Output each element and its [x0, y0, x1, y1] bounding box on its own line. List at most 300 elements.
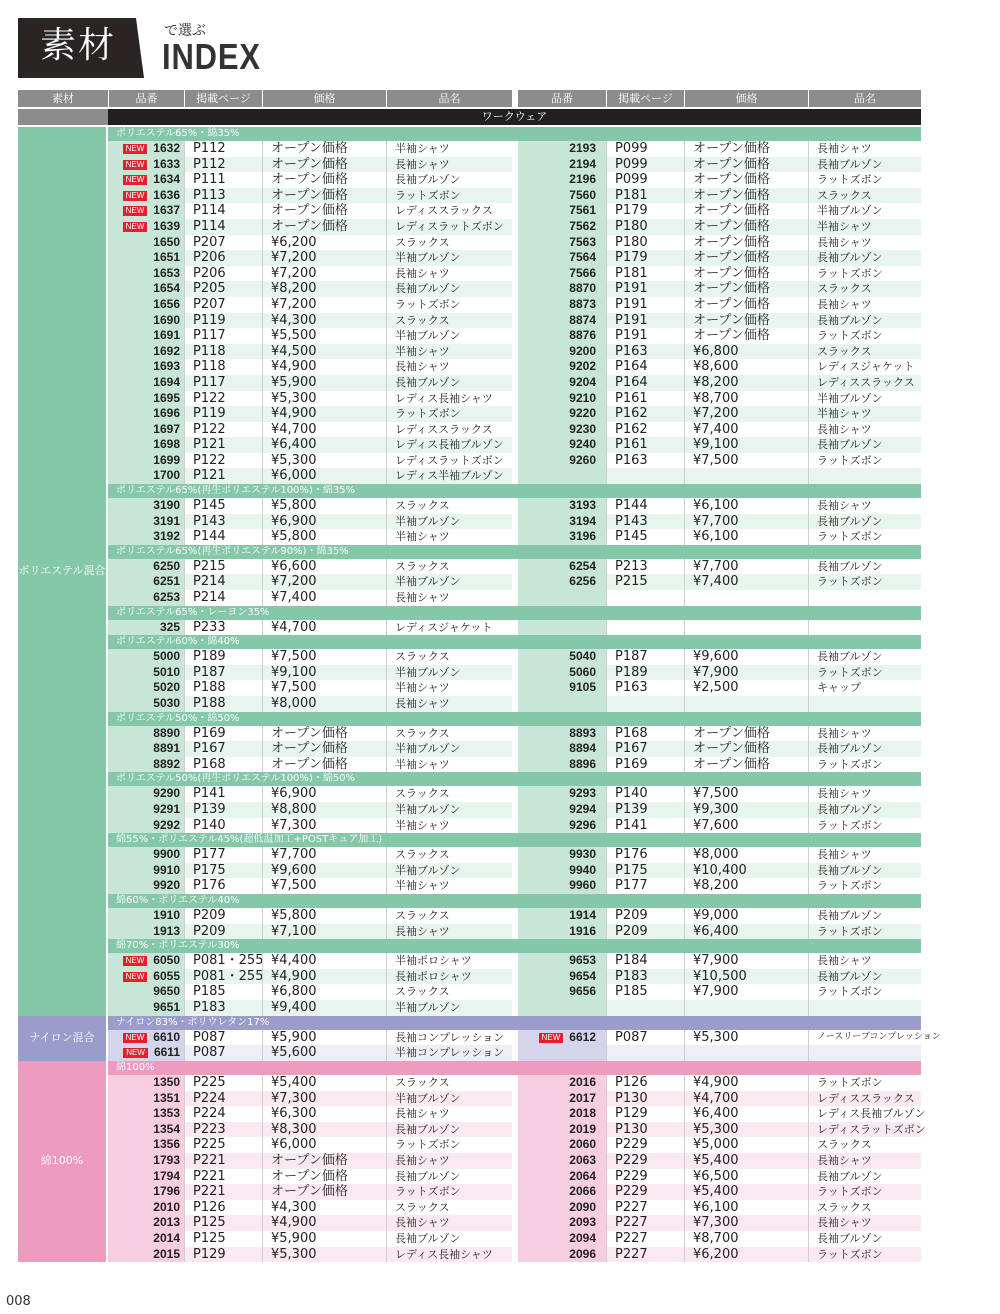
item-page: P179 — [606, 203, 684, 219]
item-number — [108, 1169, 184, 1185]
col-page: 掲載ページ — [184, 90, 262, 107]
item-price: ¥4,900 — [262, 359, 386, 375]
item-price: ¥7,300 — [684, 1215, 808, 1231]
item-price: ¥5,900 — [262, 1030, 386, 1046]
item-page: P099 — [606, 172, 684, 188]
item-number-text: 3194 — [569, 513, 596, 528]
item-price: ¥8,300 — [262, 1122, 386, 1138]
item-price: ¥5,900 — [262, 1231, 386, 1247]
item-page: P187 — [606, 649, 684, 665]
item-number-text: 1692 — [153, 343, 180, 358]
item-number — [108, 1200, 184, 1216]
item-number-text: 6253 — [153, 590, 180, 605]
item-number — [518, 328, 606, 344]
subgroup-heading: ポリエステル50%・綿50% — [108, 712, 921, 726]
item-name: 長袖シャツ — [386, 157, 512, 173]
item-number — [108, 665, 184, 681]
item-price: ¥7,500 — [684, 786, 808, 802]
item-name: 長袖ブルゾン — [808, 863, 921, 879]
item-name: スラックス — [808, 1200, 921, 1216]
item-price: ¥7,200 — [262, 250, 386, 266]
col-name: 品名 — [386, 90, 512, 107]
item-number-text: 6256 — [569, 574, 596, 589]
item-page: P087 — [184, 1030, 262, 1046]
item-page: P207 — [184, 235, 262, 251]
item-price: ¥8,700 — [684, 391, 808, 407]
item-page: P229 — [606, 1137, 684, 1153]
item-number — [108, 157, 184, 173]
item-number — [518, 1231, 606, 1247]
item-number — [108, 1000, 184, 1016]
table-row — [108, 590, 921, 606]
item-name: 長袖シャツ — [386, 924, 512, 940]
item-number-text: 3192 — [153, 529, 180, 544]
item-name: 半袖ブルゾン — [386, 741, 512, 757]
item-number-text: 9260 — [569, 452, 596, 467]
item-page: P191 — [606, 328, 684, 344]
item-price: オープン価格 — [262, 157, 386, 173]
item-name: スラックス — [386, 786, 512, 802]
item-number-text: 1636 — [153, 187, 180, 202]
item-name: 長袖シャツ — [808, 422, 921, 438]
item-price: ¥4,300 — [262, 1200, 386, 1216]
table-row — [108, 863, 921, 879]
item-number — [518, 250, 606, 266]
item-name: 長袖ポロシャツ — [386, 969, 512, 985]
item-number-text: 1914 — [569, 907, 596, 922]
item-name: 長袖ブルゾン — [386, 281, 512, 297]
table-row — [108, 741, 921, 757]
empty-cell — [606, 468, 684, 484]
item-number-text: 1350 — [153, 1074, 180, 1089]
item-number — [108, 847, 184, 863]
item-number-text: 1650 — [153, 234, 180, 249]
col-material: 素材 — [18, 90, 108, 107]
table-row — [108, 969, 921, 985]
item-price: ¥5,500 — [262, 328, 386, 344]
item-page: P227 — [606, 1231, 684, 1247]
item-page: P126 — [606, 1075, 684, 1091]
item-page: P081・255 — [184, 953, 262, 969]
item-price: ¥6,200 — [262, 235, 386, 251]
item-number-text: 9240 — [569, 437, 596, 452]
table-row — [108, 620, 921, 636]
item-price: ¥9,000 — [684, 908, 808, 924]
item-page: P224 — [184, 1106, 262, 1122]
item-name: 長袖シャツ — [808, 235, 921, 251]
subgroup-heading: 綿55%・ポリエステル45%(超低温加工+POSTキュア加工) — [108, 833, 921, 847]
item-name: ラットズボン — [808, 878, 921, 894]
item-name: スラックス — [386, 908, 512, 924]
subgroup-heading: ポリエステル65%(再生ポリエステル90%)・綿35% — [108, 545, 921, 559]
item-name: ラットズボン — [808, 924, 921, 940]
item-price: ¥5,400 — [262, 1075, 386, 1091]
item-number-text: 5030 — [153, 696, 180, 710]
item-number — [518, 422, 606, 438]
item-page: P227 — [606, 1247, 684, 1263]
item-number-text: 9230 — [569, 421, 596, 436]
item-number-text: 9653 — [569, 953, 596, 968]
item-page: P181 — [606, 266, 684, 282]
item-number-text: 5060 — [569, 664, 596, 679]
item-price: ¥8,000 — [684, 847, 808, 863]
item-number-text: 1697 — [153, 421, 180, 436]
item-number — [108, 1231, 184, 1247]
item-page: P207 — [184, 297, 262, 313]
item-name: 長袖ブルゾン — [808, 1169, 921, 1185]
item-number-text: 9654 — [569, 968, 596, 983]
item-number — [108, 1045, 184, 1061]
item-price: オープン価格 — [684, 313, 808, 329]
item-number — [518, 281, 606, 297]
item-number — [108, 984, 184, 1000]
item-number-text: 2015 — [153, 1246, 180, 1261]
item-name: ラットズボン — [808, 529, 921, 545]
item-page: P144 — [184, 529, 262, 545]
item-price: ¥5,800 — [262, 908, 386, 924]
item-name: 半袖シャツ — [386, 680, 512, 696]
item-page: P121 — [184, 437, 262, 453]
row-right-shade — [518, 696, 606, 712]
item-number — [518, 297, 606, 313]
item-price: オープン価格 — [262, 172, 386, 188]
item-price: オープン価格 — [684, 250, 808, 266]
item-name: 長袖ブルゾン — [386, 375, 512, 391]
item-name: 長袖ブルゾン — [808, 157, 921, 173]
item-page: P176 — [184, 878, 262, 894]
item-page: P119 — [184, 313, 262, 329]
table-row — [108, 406, 921, 422]
item-name: ラットズボン — [808, 574, 921, 590]
item-price: ¥4,700 — [684, 1091, 808, 1107]
item-page: P205 — [184, 281, 262, 297]
page-header — [18, 18, 318, 80]
table-row — [108, 1000, 921, 1016]
item-name: 長袖シャツ — [808, 1153, 921, 1169]
item-page: P188 — [184, 696, 262, 712]
item-number-text: 1354 — [153, 1121, 180, 1136]
item-price: ¥5,800 — [262, 529, 386, 545]
item-page: P227 — [606, 1215, 684, 1231]
item-price: ¥6,100 — [684, 1200, 808, 1216]
item-page: P112 — [184, 141, 262, 157]
empty-cell — [606, 1045, 684, 1061]
item-name: スラックス — [386, 498, 512, 514]
item-price: オープン価格 — [262, 219, 386, 235]
item-number — [108, 969, 184, 985]
item-number-text: 1651 — [153, 250, 180, 265]
item-number — [518, 1137, 606, 1153]
item-number — [518, 1091, 606, 1107]
item-price: ¥8,600 — [684, 359, 808, 375]
item-price: ¥7,400 — [684, 422, 808, 438]
item-price: オープン価格 — [262, 203, 386, 219]
item-number — [518, 344, 606, 360]
item-name: スラックス — [386, 847, 512, 863]
item-page: P229 — [606, 1169, 684, 1185]
item-name: レディススラックス — [808, 375, 921, 391]
item-name: スラックス — [808, 344, 921, 360]
item-price: オープン価格 — [684, 328, 808, 344]
item-price: ¥2,500 — [684, 680, 808, 696]
item-number-text: 1351 — [153, 1090, 180, 1105]
item-number — [518, 266, 606, 282]
item-page: P206 — [184, 266, 262, 282]
item-page: P122 — [184, 391, 262, 407]
item-price: ¥4,900 — [262, 1215, 386, 1231]
item-number-text: 9202 — [569, 359, 596, 374]
item-number — [518, 514, 606, 530]
item-page: P185 — [606, 984, 684, 1000]
item-page: P183 — [606, 969, 684, 985]
header-index: INDEX — [162, 36, 261, 77]
item-page: P145 — [606, 529, 684, 545]
item-number — [108, 574, 184, 590]
item-number-text: 7566 — [569, 265, 596, 280]
material-section — [18, 1016, 941, 1061]
item-price: ¥7,200 — [262, 297, 386, 313]
item-price: オープン価格 — [684, 235, 808, 251]
item-page: P209 — [184, 908, 262, 924]
table-row — [108, 1215, 921, 1231]
item-number-text: 5020 — [153, 680, 180, 695]
item-page: P176 — [606, 847, 684, 863]
subgroup-heading: ナイロン83%・ポリウレタン17% — [108, 1016, 921, 1030]
item-name: ラットズボン — [808, 757, 921, 773]
empty-cell — [684, 1045, 808, 1061]
item-name: 半袖シャツ — [808, 219, 921, 235]
item-page: P161 — [606, 391, 684, 407]
item-name: 半袖シャツ — [386, 141, 512, 157]
item-page: P169 — [184, 726, 262, 742]
item-number-text: 9290 — [153, 786, 180, 801]
item-number — [108, 498, 184, 514]
item-number-text: 8892 — [153, 756, 180, 771]
item-page: P164 — [606, 359, 684, 375]
item-page: P122 — [184, 422, 262, 438]
item-number-text: 9910 — [153, 862, 180, 877]
item-number-text: 6055 — [153, 968, 180, 983]
item-number — [108, 406, 184, 422]
item-name: ラットズボン — [808, 984, 921, 1000]
item-name: 長袖ブルゾン — [808, 313, 921, 329]
item-number — [108, 953, 184, 969]
item-price: ¥7,300 — [262, 818, 386, 834]
item-number — [108, 741, 184, 757]
item-name: 長袖シャツ — [808, 498, 921, 514]
item-name: スラックス — [808, 1137, 921, 1153]
item-number-text: 1691 — [153, 328, 180, 343]
item-price: ¥8,700 — [684, 1231, 808, 1247]
empty-cell — [606, 620, 684, 636]
item-number — [518, 1215, 606, 1231]
item-number-text: 2060 — [569, 1137, 596, 1152]
item-page: P161 — [606, 437, 684, 453]
item-page: P112 — [184, 157, 262, 173]
item-price: ¥7,300 — [262, 1091, 386, 1107]
item-number-text: 9210 — [569, 390, 596, 405]
item-name: 長袖シャツ — [808, 953, 921, 969]
table-row — [108, 1231, 921, 1247]
table-row — [108, 453, 921, 469]
item-number — [518, 1122, 606, 1138]
item-name: 長袖ブルゾン — [808, 514, 921, 530]
item-page: P163 — [606, 344, 684, 360]
item-name: 長袖シャツ — [808, 141, 921, 157]
item-number — [108, 422, 184, 438]
table-row — [108, 696, 921, 712]
item-price: オープン価格 — [684, 266, 808, 282]
table-row — [108, 1106, 926, 1122]
item-page: P177 — [184, 847, 262, 863]
table-row — [108, 574, 921, 590]
empty-cell — [808, 468, 921, 484]
item-price: ¥6,400 — [684, 1106, 808, 1122]
item-page: P121 — [184, 468, 262, 484]
col-price: 価格 — [262, 90, 386, 107]
item-page: P081・255 — [184, 969, 262, 985]
item-number-text: 9220 — [569, 406, 596, 421]
item-name: 長袖ブルゾン — [386, 1122, 512, 1138]
item-number — [518, 924, 606, 940]
item-number-text: 7560 — [569, 187, 596, 202]
item-price: オープン価格 — [262, 1153, 386, 1169]
item-page: P227 — [606, 1200, 684, 1216]
item-name: レディス長袖シャツ — [386, 1247, 512, 1263]
item-number-text: 1690 — [153, 312, 180, 327]
item-price: ¥7,500 — [262, 680, 386, 696]
item-price: ¥7,500 — [684, 453, 808, 469]
item-page: P209 — [606, 924, 684, 940]
item-number-text: 1656 — [153, 296, 180, 311]
item-number — [518, 498, 606, 514]
item-number — [108, 250, 184, 266]
item-name: 長袖ブルゾン — [386, 172, 512, 188]
item-number-text: 9291 — [153, 801, 180, 816]
item-number-text: 9296 — [569, 817, 596, 832]
table-row — [108, 757, 921, 773]
material-label: 綿100% — [18, 1061, 106, 1262]
col-name-right: 品名 — [808, 90, 921, 107]
item-number — [108, 818, 184, 834]
item-page: P209 — [606, 908, 684, 924]
empty-cell — [684, 590, 808, 606]
item-number-text: 9930 — [569, 847, 596, 862]
item-name: 長袖シャツ — [386, 1153, 512, 1169]
subgroup-heading: ポリエステル50%(再生ポリエステル100%)・綿50% — [108, 772, 921, 786]
item-name: 長袖ブルゾン — [386, 1169, 512, 1185]
item-name: ラットズボン — [386, 406, 512, 422]
new-badge: NEW — [123, 144, 148, 154]
item-number — [108, 1122, 184, 1138]
item-number-text: 5000 — [153, 649, 180, 664]
item-name: ラットズボン — [808, 818, 921, 834]
table-row — [108, 529, 921, 545]
item-page: P117 — [184, 328, 262, 344]
item-name: 長袖ブルゾン — [808, 250, 921, 266]
table-row — [108, 1045, 921, 1061]
item-page: P087 — [606, 1030, 684, 1046]
item-price: ¥7,900 — [684, 984, 808, 1000]
table-row — [108, 953, 921, 969]
item-price: ¥7,700 — [262, 847, 386, 863]
table-row — [108, 422, 921, 438]
item-number-text: 1632 — [153, 141, 180, 155]
item-name: 半袖ブルゾン — [386, 1091, 512, 1107]
item-page: P215 — [606, 574, 684, 590]
item-name: 半袖ブルゾン — [386, 665, 512, 681]
item-price: ¥8,800 — [262, 802, 386, 818]
item-price: ¥5,300 — [684, 1030, 808, 1046]
item-page: P221 — [184, 1184, 262, 1200]
material-section — [18, 1061, 926, 1262]
item-number-text: 1699 — [153, 452, 180, 467]
item-page: P191 — [606, 281, 684, 297]
item-page: P181 — [606, 188, 684, 204]
index-table — [18, 90, 941, 1262]
item-page: P168 — [606, 726, 684, 742]
item-price: ¥10,500 — [684, 969, 808, 985]
item-price: ¥7,400 — [684, 574, 808, 590]
item-page: P113 — [184, 188, 262, 204]
item-name: スラックス — [386, 1200, 512, 1216]
item-page: P141 — [606, 818, 684, 834]
item-page: P122 — [184, 453, 262, 469]
item-page: P119 — [184, 406, 262, 422]
item-name: スラックス — [808, 188, 921, 204]
item-name: 半袖ブルゾン — [386, 514, 512, 530]
item-name: ラットズボン — [808, 172, 921, 188]
item-name: スラックス — [808, 281, 921, 297]
item-number — [518, 969, 606, 985]
item-name: 長袖シャツ — [808, 1215, 921, 1231]
item-number — [108, 620, 184, 636]
header-subtitle: で選ぶ — [164, 23, 206, 39]
item-number-text: 1353 — [153, 1106, 180, 1121]
item-number — [518, 157, 606, 173]
item-page: P162 — [606, 406, 684, 422]
item-page: P140 — [184, 818, 262, 834]
item-price: ¥9,100 — [262, 665, 386, 681]
item-name: 半袖ブルゾン — [386, 863, 512, 879]
item-page: P125 — [184, 1231, 262, 1247]
item-number — [108, 1137, 184, 1153]
item-page: P214 — [184, 590, 262, 606]
item-number — [108, 924, 184, 940]
item-number — [518, 1200, 606, 1216]
item-number — [108, 328, 184, 344]
item-number — [518, 847, 606, 863]
item-page: P191 — [606, 297, 684, 313]
item-name: 長袖ブルゾン — [386, 1231, 512, 1247]
item-price: ¥6,000 — [262, 1137, 386, 1153]
item-number-text: 2010 — [153, 1199, 180, 1214]
item-number-text: 9960 — [569, 878, 596, 893]
item-page: P229 — [606, 1153, 684, 1169]
item-page: P183 — [184, 1000, 262, 1016]
item-price: ¥7,200 — [262, 574, 386, 590]
item-number — [518, 375, 606, 391]
item-number-text: 8896 — [569, 756, 596, 771]
item-number-text: 9292 — [153, 817, 180, 832]
new-badge: NEW — [123, 175, 148, 185]
table-row — [108, 908, 921, 924]
item-number-text: 9293 — [569, 786, 596, 801]
item-page: P175 — [606, 863, 684, 879]
item-number-text: 1694 — [153, 374, 180, 389]
item-number — [518, 1030, 606, 1046]
item-number-text: 8874 — [569, 312, 596, 327]
